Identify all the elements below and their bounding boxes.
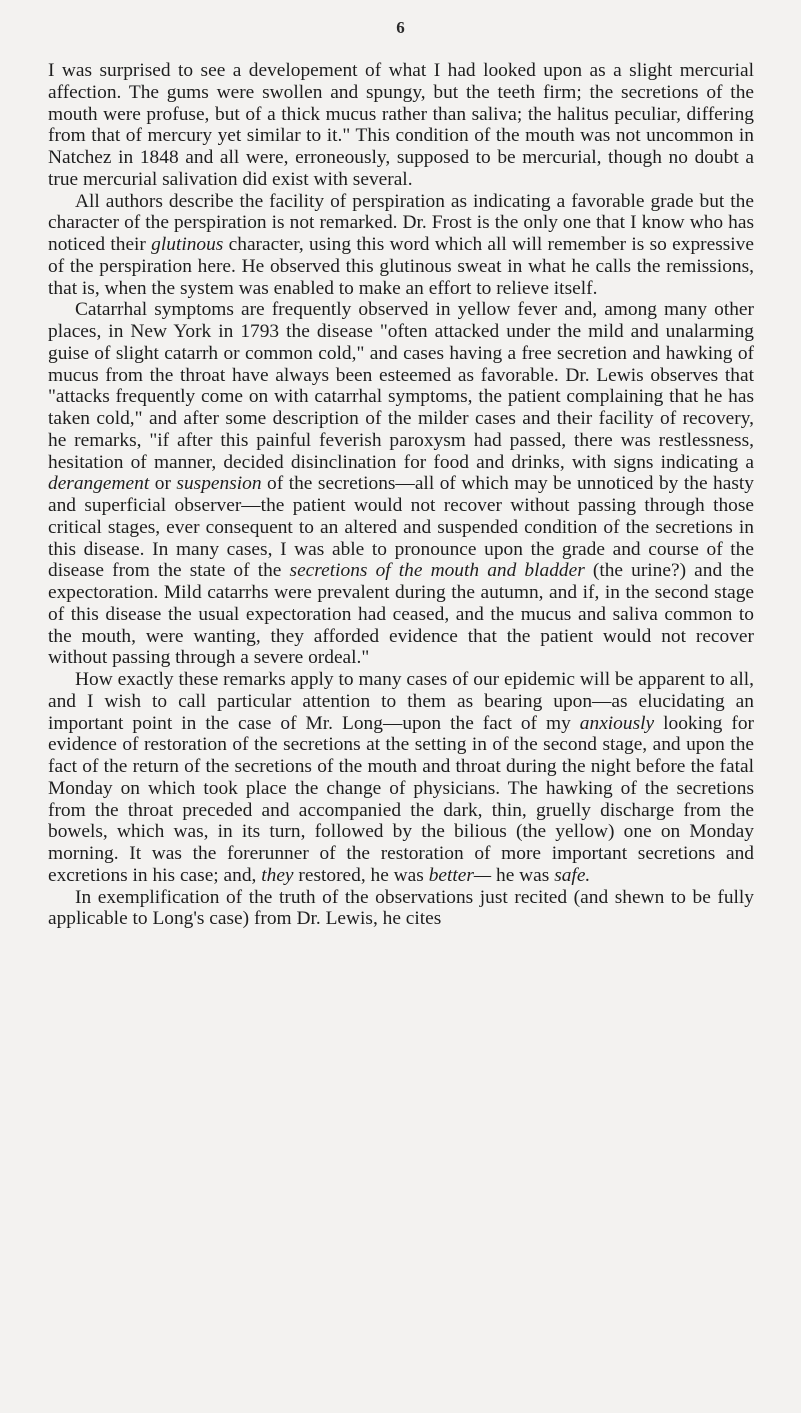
paragraph-5-text: In exemplification of the truth of the observations just recited (and shewn to be fully applicable to Long's case) from Dr. Lewis, he cites <box>48 886 754 930</box>
paragraph-2 <box>48 191 754 300</box>
paragraph-3-emphasis-derangement: derangement <box>48 473 150 495</box>
paragraph-4-emphasis-safe: safe. <box>554 864 591 886</box>
paragraph-4-text-restored: restored, he was <box>293 864 429 886</box>
paragraph-4-text-he-was: he was <box>491 864 555 886</box>
paragraph-3-text: Catarrhal symptoms are frequently observed in yellow fever and, among many other places, in New York in 1793 the disease "often attacked under the mild and unalarming guise of slight catarrh or common cold," and cases having a free secretion and hawking of mucus from the throat have always been esteemed as favorable. Dr. Lewis observes that "attacks frequently come on with catarrhal symptoms, the patient complaining that he has taken cold," and after some description of the milder cases and their facility of recovery, he remarks, "if after this painful feverish paroxysm had passed, there was restlessness, hesitation of manner, decided disinclination for food and drinks, with signs indicating a <box>48 299 754 473</box>
paragraph-3-emphasis-suspension: suspension <box>176 473 262 495</box>
paragraph-4-emphasis-anxiously: anxiously <box>579 712 655 734</box>
paragraph-3-emphasis-secretions: secretions of the mouth and bladder <box>289 560 585 582</box>
page-number: 6 <box>396 18 405 37</box>
paragraph-3 <box>48 299 754 669</box>
paragraph-4-emphasis-they: they <box>261 864 294 886</box>
paragraph-1-text: I was surprised to see a developement of what I had looked upon as a slight mercurial affection. The gums were swollen and spungy, but the teeth firm; the secretions of the mouth were profuse, but of a thick mucus rather than saliva; the halitus peculiar, differing from that of mercury yet similar to it." This condition of the mouth was not uncommon in Natchez in 1848 and all were, erroneously, supposed to be mercurial, though no doubt a true mercurial salivation did exist with several. <box>48 60 754 190</box>
paragraph-4 <box>48 669 754 887</box>
body-text <box>48 60 754 930</box>
paragraph-2-emphasis-glutinous: glutinous <box>151 234 224 255</box>
paragraph-4-text: How exactly these remarks apply to many cases of our epidemic will be apparent to all, and I wish to call particular attention to them as bearing upon—as elucidating an important point in the case of Mr. Long—upon the fact of my <box>48 669 754 734</box>
paragraph-2-text: All authors describe the facility of perspiration as indicating a favorable grade but the character of the perspiration is not remarked. Dr. Frost is the only one that I know who has noticed their <box>48 190 754 255</box>
paragraph-4-text-cont: looking for evidence of restoration of the secretions at the setting in of the second stage, and upon the fact of the return of the secretions of the mouth and throat during the night before the fatal Monday on which took place the change of physicians. The hawking of the secretions from the throat preceded and accompanied the dark, thin, gruelly discharge from the bowels, which was, in its turn, followed by the bilious (the yellow) one on Monday morning. It was the forerunner of the restoration of more important secretions and excretions in his case; and, <box>48 712 754 886</box>
paragraph-3-text-cont: of the secretions—all of which may be unnoticed by the hasty and superficial observer—the patient would not recover without passing through those critical stages, ever consequent to an altered and suspended condition of the secretions in this disease. In many cases, I was able to pronounce upon the grade and course of the disease from the state of the <box>48 473 754 582</box>
paragraph-3-text-end: (the urine?) and the expectoration. Mild catarrhs were prevalent during the autumn, and if, in the second stage of this disease the usual expectoration had ceased, and the mucus and saliva common to the mouth, were wanting, they afforded evidence that the patient would not recover without passing through a severe ordeal." <box>48 560 754 669</box>
paragraph-5 <box>48 887 754 931</box>
paragraph-1 <box>48 60 754 191</box>
paragraph-4-emphasis-better: better— <box>428 864 492 886</box>
paragraph-2-text-cont: character, using this word which all will remember is so expressive of the perspiration here. He observed this glutinous sweat in what he calls the remissions, that is, when the system was enabled to make an effort to relieve itself. <box>48 234 754 299</box>
paragraph-3-text-or: or <box>149 473 177 495</box>
